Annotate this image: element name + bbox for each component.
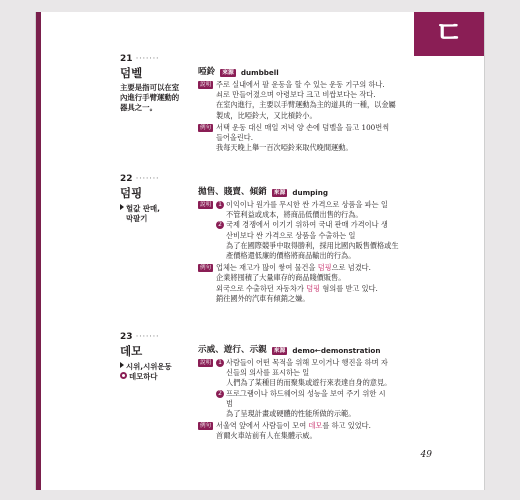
entry-gloss: 헐값 판매, 막팔기 — [120, 204, 196, 224]
source-tag: 來源 — [273, 189, 286, 196]
source-tag: 來源 — [222, 69, 234, 76]
explain-tag: 說明 — [200, 202, 212, 208]
page-number: 49 — [420, 450, 432, 460]
entry-headline: 啞鈴 來源 dumbbell — [198, 67, 279, 77]
example-line-highlight: 업체는 재고가 많이 쌓여 물건을 덤핑으로 넘겼다. — [216, 263, 371, 273]
entry-word: 덤핑 — [120, 186, 143, 200]
source-word: demo←demonstration — [292, 346, 381, 355]
chapter-tab — [414, 12, 484, 56]
explanation: 說明 1 이익이나 원가를 무시한 싼 가격으로 상품을 파는 일 不管利益或成本，將商品低價出售的行為。 2 국제 경쟁에서 이기기 위하여 국내 판매 가격이나 생 산비보다 싼 가격으로 상품을 수출하는 일 為了在國際競爭中取得勝利，採用比國內販售價格或生 產價格還低廉的價格將商品輸出的行為。 — [200, 200, 399, 261]
entry-22 — [120, 174, 500, 303]
item-number: 1 — [216, 359, 224, 367]
explain-tag: 說明 — [200, 82, 212, 88]
source-word: dumping — [292, 188, 328, 197]
example-tag: 例句 — [200, 265, 212, 272]
entry-number: 22 ······· — [120, 174, 160, 184]
entry-number: 21 ······· — [120, 54, 160, 64]
entry-word: 덤벨 — [120, 66, 143, 80]
entry-gloss: 主要是指可以在室 內進行手臂運動的 器具之一。 — [120, 83, 180, 112]
page — [36, 12, 484, 490]
example-line-highlight: 서울역 앞에서 사람들이 모여 데모를 하고 있었다. — [216, 421, 371, 431]
item-number: 1 — [216, 201, 224, 209]
explanation: 說明 1 사람들이 어떤 목적을 위해 모이거나 행진을 하며 자 신들의 의사를 표시하는 일 人們為了某種目的而聚集或遊行來表達自身的意見。 2 프로그램이나 하드웨어의 성능을 보여 주기 위한 시 범 為了呈現計畫或硬體的性能所做的示範。 — [200, 358, 392, 419]
entry-headline: 拋售、賤賣、傾銷 來源 dumping — [198, 187, 328, 197]
example-tag: 例句 — [200, 423, 212, 430]
item-number: 2 — [216, 221, 224, 229]
arrow-icon — [120, 204, 124, 210]
source-tag: 來源 — [273, 347, 286, 354]
entry-gloss: 시위,시위운동 데모하다 — [120, 362, 196, 382]
explain-tag: 說明 — [200, 360, 212, 366]
arrow-icon — [120, 362, 124, 368]
entry-21 — [120, 54, 500, 153]
example-tag: 例句 — [200, 124, 212, 131]
verb-marker-icon — [120, 372, 127, 379]
example: 例句 업체는 재고가 많이 쌓여 물건을 덤핑으로 넘겼다. 企業將囤積了大量庫存的商品賤價販售。 외국으로 수출하던 자동차가 덤핑 혐의를 받고 있다. 銷往國外的汽車有傾銷之嫌。 — [198, 263, 498, 304]
entry-word: 데모 — [120, 344, 143, 358]
item-number: 2 — [216, 390, 224, 398]
example-line-highlight: 외국으로 수출하던 자동차가 덤핑 혐의를 받고 있다. — [216, 283, 378, 293]
entry-headline: 示威、遊行、示親 來源 demo←demonstration — [198, 345, 381, 355]
chapter-letter: ㄷ — [434, 16, 464, 51]
entry-number: 23 ······· — [120, 332, 160, 342]
example: 例句 서택 운동 대신 매일 저녁 양 손에 덤벨을 들고 100번씩 들어올린다. 我每天晚上舉一百次啞鈴來取代晚間運動。 — [200, 122, 390, 153]
source-word: dumbbell — [240, 68, 279, 77]
example: 例句 서울역 앞에서 사람들이 모여 데모를 하고 있었다. 首爾火車站前有人在集體示威。 — [198, 421, 498, 441]
explanation: 說明 주로 실내에서 팔 운동을 할 수 있는 운동 기구의 하나. 쇠로 만들어졌으며 아령보다 크고 비쌉보다는 작다. 在室內進行，主要以手臂運動為主的道具的一種，以金屬 製成，比啞鈴大，又比槓鈴小。 — [200, 80, 396, 120]
entry-23 — [120, 332, 500, 441]
page-gutter-stripe — [36, 12, 41, 490]
